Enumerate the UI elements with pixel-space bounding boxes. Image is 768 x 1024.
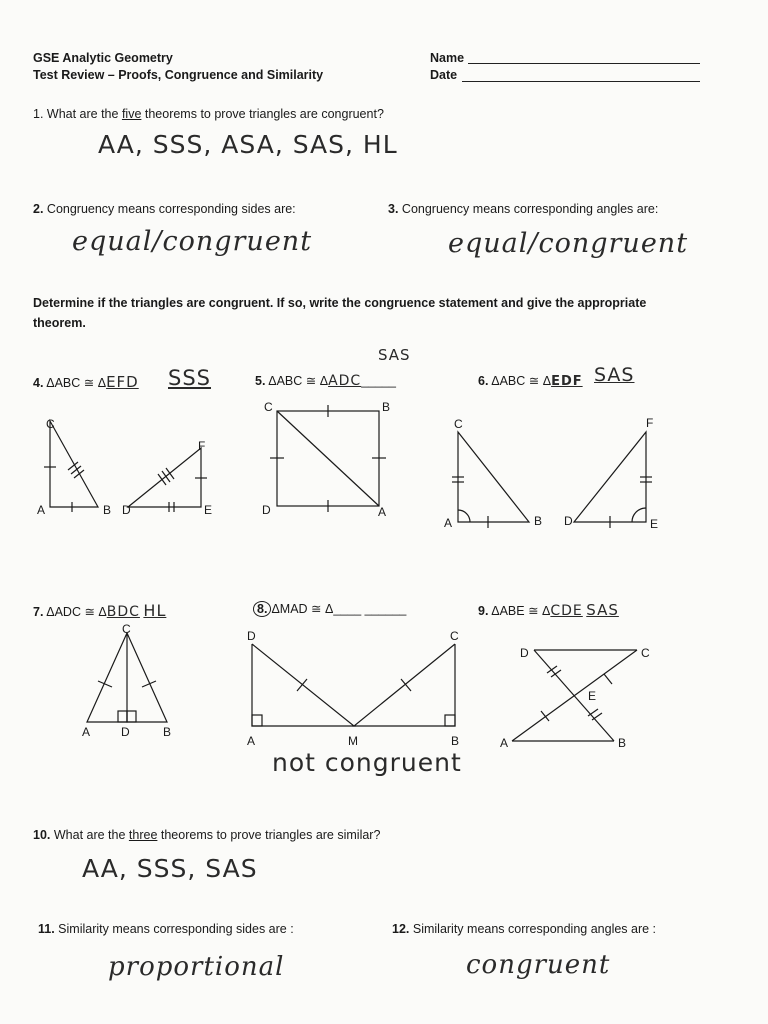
label-b: B (451, 734, 460, 748)
q1-suffix: theorems to prove triangles are congruent? (141, 107, 384, 121)
q11-text: Similarity means corresponding sides are : (54, 922, 294, 936)
p4-statement: ΔABC ≅ Δ (46, 376, 107, 390)
label-a: A (247, 734, 256, 748)
p8-note: not congruent (272, 748, 462, 777)
triangle-mbc (354, 644, 455, 726)
p5-statement: ΔABC ≅ Δ (268, 374, 329, 388)
figure-8 (252, 644, 455, 726)
triangle-def-4 (128, 448, 201, 507)
p8-number-circled: 8. (253, 601, 271, 617)
figure-4 (44, 421, 207, 512)
label-d: D (564, 514, 573, 528)
label-d: D (262, 503, 271, 517)
p9-statement: ΔABE ≅ Δ (491, 604, 551, 618)
p8-statement: ΔMAD ≅ Δ (271, 602, 334, 616)
answer-1: AA, SSS, ASA, SAS, HL (98, 130, 398, 159)
q1-emphasis: five (121, 107, 142, 121)
q1-prefix: 1. What are the (33, 107, 122, 121)
worksheet-subtitle: Test Review – Proofs, Congruence and Similarity (33, 68, 324, 82)
label-d: D (520, 646, 529, 660)
label-a: A (444, 516, 453, 530)
p5-theorem: SAS (378, 346, 411, 364)
figure-5 (270, 405, 386, 512)
q10-text-a: What are the (50, 828, 129, 842)
answer-11: proportional (108, 952, 285, 982)
q10-emphasis: three (128, 828, 158, 842)
p7-answer: BDC (106, 604, 140, 620)
label-a: A (82, 725, 91, 739)
label-c: C (264, 400, 273, 414)
figure-6 (452, 432, 652, 528)
triangle-abc-4 (50, 421, 98, 507)
q12-text: Similarity means corresponding angles are : (409, 922, 657, 936)
label-d: D (247, 629, 256, 643)
label-a: A (500, 736, 509, 750)
label-c: C (450, 629, 459, 643)
label-c: C (46, 417, 55, 431)
q11-number: 11. (38, 922, 55, 936)
p7-theorem: HL (143, 601, 167, 620)
p5-answer: ADC (328, 373, 362, 389)
label-b: B (382, 400, 391, 414)
p9-theorem: SAS (586, 601, 619, 619)
p7-statement: ΔADC ≅ Δ (46, 605, 107, 619)
label-c: C (122, 622, 131, 636)
p4-theorem: SSS (168, 366, 211, 390)
p7-number: 7. (33, 605, 44, 619)
q3-text: Congruency means corresponding angles are: (398, 202, 659, 216)
q3-number: 3. (388, 202, 399, 216)
instructions-line-2: theorem. (33, 316, 86, 330)
answer-10: AA, SSS, SAS (82, 854, 258, 883)
q10-text-b: theorems to prove triangles are similar? (157, 828, 381, 842)
label-f: F (646, 416, 654, 430)
label-a: A (37, 503, 46, 517)
answer-2: equal/congruent (72, 226, 313, 257)
q12-number: 12. (392, 922, 410, 936)
instructions-line-1: Determine if the triangles are congruent. If so, write the congruence statement and give the appropriate (33, 296, 647, 310)
label-b: B (618, 736, 627, 750)
triangle-def-6 (574, 432, 646, 522)
figure-9 (512, 650, 637, 741)
angle-mark-e (632, 508, 646, 522)
p9-answer: CDE (550, 603, 583, 619)
p4-answer: EFD (106, 373, 139, 391)
date-label: Date (430, 68, 458, 82)
label-d: D (122, 503, 131, 517)
answer-3: equal/congruent (448, 228, 689, 259)
label-m: M (348, 734, 358, 748)
q2-text: Congruency means corresponding sides are: (43, 202, 296, 216)
triangle-abc-6 (458, 432, 529, 522)
answer-12: congruent (466, 950, 611, 980)
problem-8-statement: 8. ΔMAD ≅ Δ____ ______ (253, 601, 406, 617)
label-b: B (103, 503, 112, 517)
p6-number: 6. (478, 374, 489, 388)
label-e: E (650, 517, 659, 531)
p5-number: 5. (255, 374, 266, 388)
name-label: Name (430, 51, 465, 65)
p6-theorem: SAS (594, 364, 635, 386)
segment-ca (512, 650, 637, 741)
p4-number: 4. (33, 376, 44, 390)
label-a: A (378, 505, 387, 519)
label-c: C (454, 417, 463, 431)
label-e: E (588, 689, 597, 703)
q2-number: 2. (33, 202, 44, 216)
triangle-mad (252, 644, 354, 726)
p6-statement: ΔABC ≅ Δ (491, 374, 552, 388)
label-e: E (204, 503, 213, 517)
p9-number: 9. (478, 604, 489, 618)
angle-mark-a (458, 510, 470, 522)
p6-answer: EDF (551, 374, 583, 389)
q10-number: 10. (33, 828, 51, 842)
figure-7 (87, 633, 167, 722)
label-b: B (163, 725, 172, 739)
problem-5-statement: 5. ΔABC ≅ ΔADC_____ (255, 373, 396, 389)
label-d: D (121, 725, 130, 739)
label-f: F (198, 439, 206, 453)
course-title: GSE Analytic Geometry (33, 51, 173, 65)
label-b: B (534, 514, 543, 528)
diagonal-ca (277, 411, 379, 506)
label-c: C (641, 646, 650, 660)
